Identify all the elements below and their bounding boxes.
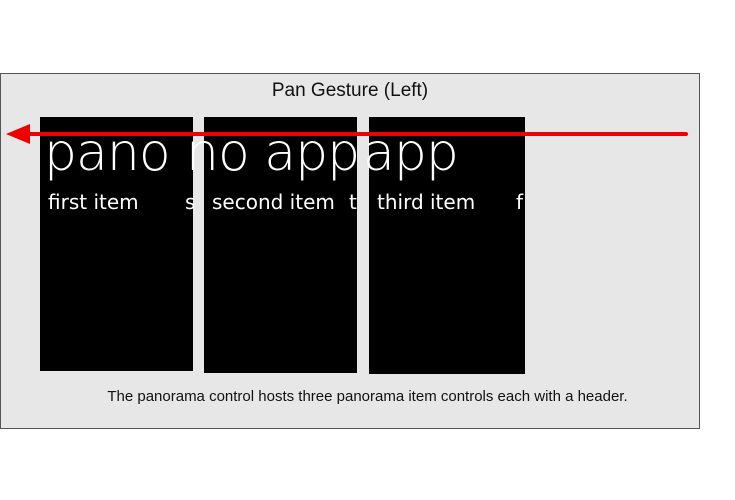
diagram-title: Pan Gesture (Left) — [271, 80, 429, 101]
panorama-title: pano — [44, 123, 170, 183]
panorama-frame-1 — [40, 117, 196, 371]
next-item-peek: f — [516, 190, 524, 214]
panorama-item-header-second: second item — [212, 190, 335, 214]
panorama-frame-2 — [186, 117, 360, 373]
diagram-caption: The panorama control hosts three panorama item controls each with a header. — [107, 388, 628, 405]
panorama-title: app — [363, 123, 458, 183]
next-item-peek: s — [185, 190, 196, 214]
next-item-peek: t — [349, 190, 357, 214]
panorama-item-header-third: third item — [377, 190, 476, 214]
panorama-frame-3 — [363, 117, 525, 374]
panorama-title: no app — [186, 123, 360, 183]
panorama-item-header-first: first item — [48, 190, 139, 214]
